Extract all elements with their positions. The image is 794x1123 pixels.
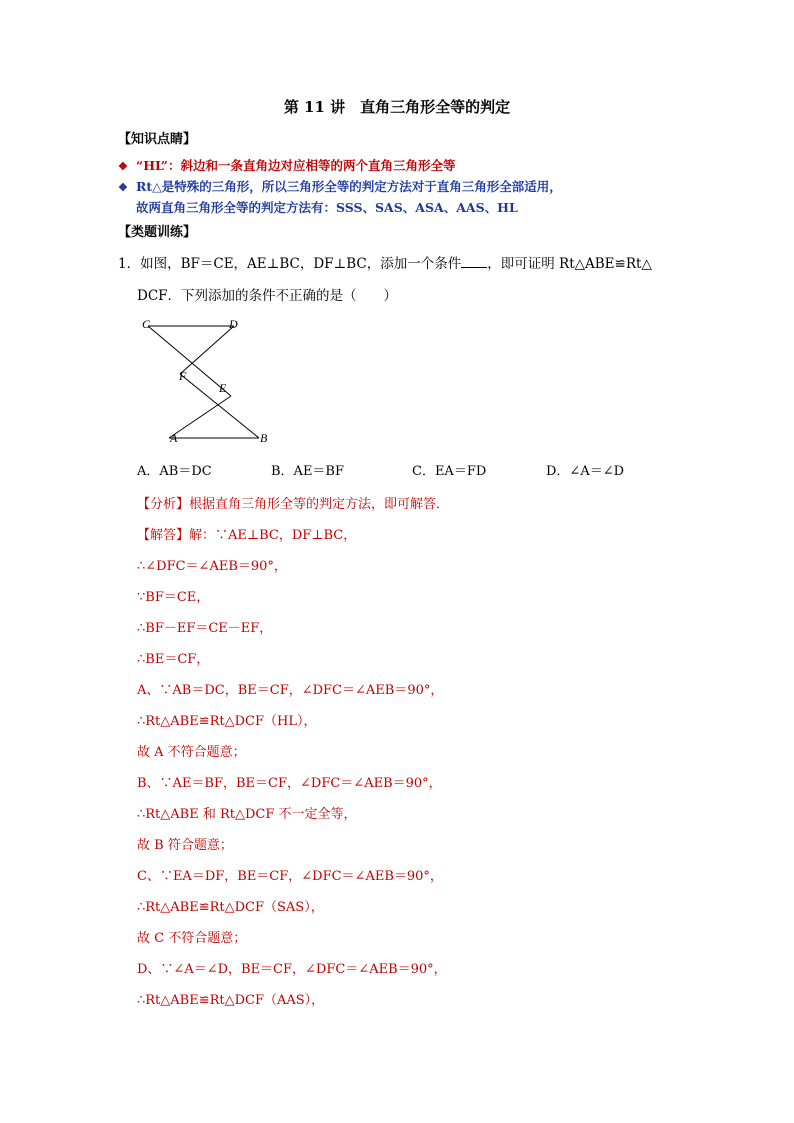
- solution-line: ∴Rt△ABE 和 Rt△DCF 不一定全等，: [137, 807, 357, 822]
- geometry-figure: [134, 312, 284, 452]
- label-d: D: [229, 317, 238, 331]
- section-practice-heading: 【类题训练】: [118, 225, 197, 240]
- solution-line: D、∵∠A＝∠D，BE＝CF，∠DFC＝∠AEB＝90°，: [137, 962, 447, 977]
- label-a: A: [170, 431, 178, 445]
- label-c: C: [142, 317, 151, 331]
- solution-line: 【分析】根据直角三角形全等的判定方法，即可解答．: [137, 497, 450, 512]
- solution-line: 【解答】解：∵AE⊥BC，DF⊥BC，: [137, 528, 357, 543]
- solution-line: ∴∠DFC＝∠AEB＝90°，: [137, 559, 287, 574]
- bullet-hl-text: “HL”：斜边和一条直角边对应相等的两个直角三角形全等: [136, 158, 456, 173]
- bullet-rt-text: Rt△是特殊的三角形，所以三角形全等的判定方法对于直角三角形全部适用，: [136, 179, 562, 194]
- option-a: A．AB＝DC: [137, 464, 212, 479]
- option-b: B．AE＝BF: [271, 464, 345, 479]
- question-text-b: ，即可证明 Rt△ABE≌Rt△: [487, 256, 652, 272]
- bullet-rt: [118, 177, 562, 195]
- segment-df: [180, 326, 234, 374]
- solution-line: ∴Rt△ABE≌Rt△DCF（AAS），: [137, 993, 325, 1008]
- solution-line: ∴Rt△ABE≌Rt△DCF（SAS），: [137, 900, 324, 915]
- solution-line: ∵BF＝CE，: [137, 590, 210, 605]
- bullet-hl: [118, 156, 455, 174]
- question-line-2: DCF．下列添加的条件不正确的是（ ）: [137, 288, 398, 304]
- label-b: B: [260, 431, 268, 445]
- solution-line: 故 C 不符合题意；: [137, 931, 247, 946]
- label-f: F: [179, 369, 187, 383]
- answer-blank: [461, 255, 487, 268]
- solution-line: A、∵AB＝DC，BE＝CF，∠DFC＝∠AEB＝90°，: [137, 683, 444, 698]
- diamond-bullet-icon: ❖: [118, 160, 128, 173]
- solution-line: 故 A 不符合题意；: [137, 745, 246, 760]
- page-title: 第 11 讲 直角三角形全等的判定: [283, 98, 511, 116]
- diamond-bullet-icon: ❖: [118, 181, 128, 194]
- question-line-1: [118, 252, 652, 272]
- solution-line: B、∵AE＝BF，BE＝CF，∠DFC＝∠AEB＝90°，: [137, 776, 442, 791]
- question-text-a: 1．如图，BF＝CE，AE⊥BC，DF⊥BC，添加一个条件: [118, 256, 462, 272]
- solution-line: ∴BE＝CF，: [137, 652, 210, 667]
- option-d: D．∠A＝∠D: [546, 464, 625, 479]
- bullet-methods: 故两直角三角形全等的判定方法有：SSS、SAS、ASA、AAS、HL: [136, 200, 518, 215]
- section-knowledge-heading: 【知识点睛】: [118, 132, 197, 147]
- option-c: C．EA＝FD: [412, 464, 487, 479]
- solution-line: ∴BF－EF＝CE－EF，: [137, 621, 273, 636]
- segment-ea: [169, 396, 231, 438]
- solution-line: 故 B 符合题意；: [137, 838, 233, 853]
- solution-line: ∴Rt△ABE≌Rt△DCF（HL），: [137, 714, 317, 729]
- label-e: E: [219, 381, 227, 395]
- solution-line: C、∵EA＝DF，BE＝CF，∠DFC＝∠AEB＝90°，: [137, 869, 443, 884]
